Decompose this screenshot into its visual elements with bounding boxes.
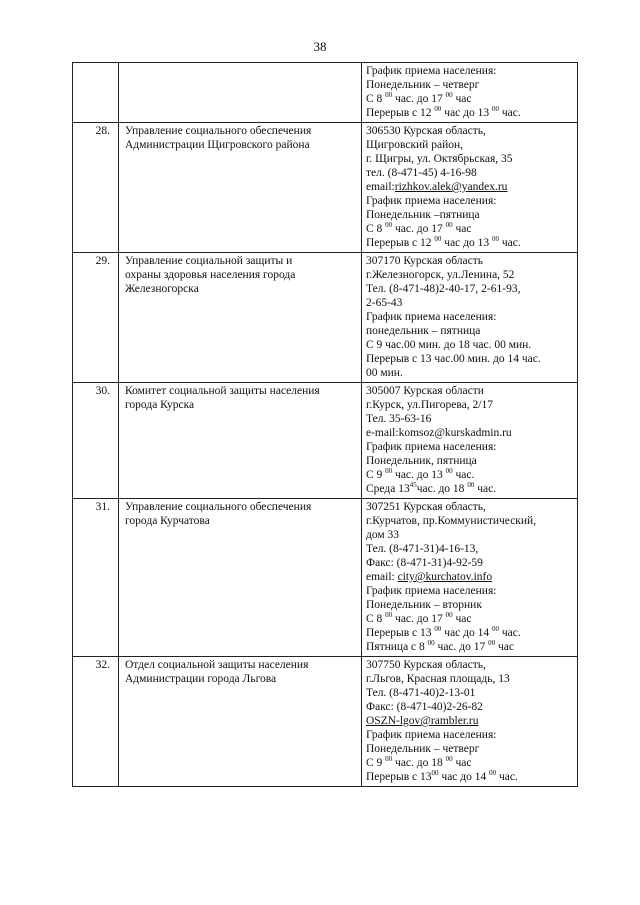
- text-segment: Тел. (8-471-31)4-16-13,: [366, 543, 479, 555]
- organization-name-line: Отдел социальной защиты населения: [125, 659, 309, 671]
- contact-info-line: [366, 714, 573, 728]
- text-segment: e-mail:komsoz@kurskadmin.ru: [366, 427, 512, 439]
- contact-info-line: [366, 584, 573, 598]
- text-segment: час до 14: [441, 627, 492, 639]
- text-segment: С 9: [366, 757, 386, 769]
- contact-info-line: [366, 310, 573, 324]
- superscript-minutes: 00: [492, 235, 499, 243]
- text-segment: г.Курчатов, пр.Коммунистический,: [366, 515, 537, 527]
- contact-info-line: [366, 528, 573, 542]
- text-segment: Пятница с 8: [366, 641, 428, 653]
- contact-info-line: [366, 222, 573, 236]
- superscript-minutes: 00: [385, 91, 393, 99]
- text-segment: час до 13: [441, 237, 492, 249]
- text-segment: Перерыв с 13: [366, 627, 435, 639]
- contact-info-line: [366, 700, 573, 714]
- text-segment: Понедельник, пятница: [366, 455, 477, 467]
- text-segment: г.Льгов, Красная площадь, 13: [366, 673, 510, 685]
- organization-name: [119, 657, 362, 787]
- contact-info-line: [366, 770, 573, 784]
- text-segment: С 9 час.00 мин. до 18 час. 00 мин.: [366, 339, 532, 351]
- contact-info: [362, 253, 578, 383]
- contact-info-line: [366, 64, 573, 78]
- contact-info-line: [366, 92, 573, 106]
- contact-info-line: [366, 152, 573, 166]
- text-segment: час.: [452, 469, 475, 481]
- superscript-minutes: 00: [427, 639, 435, 647]
- contact-info-line: [366, 338, 573, 352]
- superscript-minutes: 00: [434, 235, 442, 243]
- table-row: [73, 383, 578, 499]
- superscript-minutes: 00: [434, 625, 442, 633]
- contact-info-line: [366, 756, 573, 770]
- text-segment: г. Щигры, ул. Октябрьская, 35: [366, 153, 513, 165]
- contact-info-line: [366, 106, 573, 120]
- text-segment: email:: [366, 181, 395, 193]
- organization-name: [119, 499, 362, 657]
- email-link[interactable]: OSZN-lgov@rambler.ru: [366, 715, 479, 727]
- text-segment: час до 14: [438, 771, 490, 783]
- text-segment: График приема населения:: [366, 195, 497, 207]
- organization-name-line: Железногорска: [125, 283, 199, 295]
- text-segment: С 8: [366, 613, 386, 625]
- contact-info-line: [366, 728, 573, 742]
- organization-name-line: города Курчатова: [125, 515, 210, 527]
- organization-name-line: охраны здоровья населения города: [125, 269, 296, 281]
- superscript-minutes: 00: [385, 755, 393, 763]
- contact-info-line: [366, 194, 573, 208]
- superscript-minutes: 00: [488, 639, 496, 647]
- contact-info-line: [366, 500, 573, 514]
- contact-info-line: [366, 412, 573, 426]
- superscript-minutes: 45: [409, 481, 417, 489]
- text-segment: Тел. 35-63-16: [366, 413, 432, 425]
- superscript-minutes: 00: [445, 91, 453, 99]
- contact-info-line: [366, 640, 573, 654]
- superscript-minutes: 00: [434, 105, 442, 113]
- text-segment: тел. (8-471-45) 4-16-98: [366, 167, 477, 179]
- text-segment: Факс: (8-471-31)4-92-59: [366, 557, 483, 569]
- table-body: [73, 63, 578, 787]
- text-segment: email:: [366, 571, 398, 583]
- superscript-minutes: 00: [385, 221, 393, 229]
- contact-info-line: [366, 482, 573, 496]
- row-number: 29.: [73, 253, 119, 383]
- organization-name: [119, 253, 362, 383]
- row-number: 28.: [73, 123, 119, 253]
- text-segment: Щигровский район,: [366, 139, 463, 151]
- contact-info-line: [366, 440, 573, 454]
- organization-name-line: Администрации Щигровского района: [125, 139, 310, 151]
- superscript-minutes: 00: [492, 625, 499, 633]
- text-segment: час.: [499, 627, 521, 639]
- table-row: [73, 123, 578, 253]
- contact-info-line: [366, 672, 573, 686]
- text-segment: час.: [499, 237, 521, 249]
- text-segment: Перерыв с 13: [366, 771, 432, 783]
- superscript-minutes: 00: [385, 611, 393, 619]
- text-segment: Тел. (8-471-48)2-40-17, 2-61-93,: [366, 283, 521, 295]
- text-segment: час: [452, 757, 472, 769]
- text-segment: Среда 13: [366, 483, 410, 495]
- social-services-table: [72, 62, 578, 787]
- contact-info-line: [366, 556, 573, 570]
- table-row: [73, 657, 578, 787]
- contact-info: [362, 657, 578, 787]
- text-segment: С 8: [366, 93, 386, 105]
- contact-info-line: [366, 352, 573, 366]
- text-segment: Перерыв с 12: [366, 237, 435, 249]
- text-segment: дом 33: [366, 529, 400, 541]
- contact-info-line: [366, 296, 573, 310]
- text-segment: 307251 Курская область,: [366, 501, 486, 513]
- contact-info-line: [366, 254, 573, 268]
- superscript-minutes: 00: [445, 467, 453, 475]
- organization-name: [119, 63, 362, 123]
- contact-info-line: [366, 384, 573, 398]
- text-segment: Факс: (8-471-40)2-26-82: [366, 701, 483, 713]
- contact-info-line: [366, 138, 573, 152]
- contact-info-line: [366, 570, 573, 584]
- contact-info-line: [366, 468, 573, 482]
- contact-info-line: [366, 268, 573, 282]
- text-segment: Понедельник – четверг: [366, 79, 480, 91]
- email-link[interactable]: city@kurchatov.info: [397, 571, 493, 583]
- contact-info-line: [366, 180, 573, 194]
- contact-info-line: [366, 454, 573, 468]
- text-segment: График приема населения:: [366, 311, 497, 323]
- text-segment: г.Железногорск, ул.Ленина, 52: [366, 269, 515, 281]
- organization-name-line: Управление социальной защиты и: [125, 255, 293, 267]
- text-segment: Понедельник – четверг: [366, 743, 480, 755]
- contact-info-line: [366, 166, 573, 180]
- text-segment: час: [495, 641, 515, 653]
- text-segment: час. до 18: [392, 757, 446, 769]
- organization-name-line: Комитет социальной защиты населения: [125, 385, 320, 397]
- contact-info: [362, 123, 578, 253]
- text-segment: График приема населения:: [366, 65, 497, 77]
- text-segment: График приема населения:: [366, 729, 497, 741]
- contact-info-line: [366, 742, 573, 756]
- contact-info-line: [366, 542, 573, 556]
- table-row: [73, 63, 578, 123]
- text-segment: час.: [496, 771, 518, 783]
- text-segment: 2-65-43: [366, 297, 403, 309]
- contact-info: [362, 63, 578, 123]
- text-segment: С 9: [366, 469, 386, 481]
- organization-name-line: города Курска: [125, 399, 195, 411]
- text-segment: час. до 17: [392, 93, 446, 105]
- text-segment: Понедельник –пятница: [366, 209, 480, 221]
- row-number: [73, 63, 119, 123]
- text-segment: 307170 Курская область: [366, 255, 483, 267]
- row-number: 31.: [73, 499, 119, 657]
- organization-name-line: Администрации города Льгова: [125, 673, 277, 685]
- text-segment: час. до 13: [392, 469, 446, 481]
- text-segment: час: [452, 613, 472, 625]
- superscript-minutes: 00: [445, 611, 453, 619]
- contact-info-line: [366, 282, 573, 296]
- contact-info-line: [366, 514, 573, 528]
- contact-info-line: [366, 324, 573, 338]
- text-segment: час. до 18: [416, 483, 468, 495]
- row-number: 32.: [73, 657, 119, 787]
- contact-info-line: [366, 78, 573, 92]
- text-segment: 00 мин.: [366, 367, 403, 379]
- text-segment: г.Курск, ул.Пигорева, 2/17: [366, 399, 493, 411]
- text-segment: час. до 17: [434, 641, 489, 653]
- contact-info: [362, 383, 578, 499]
- organization-name: [119, 383, 362, 499]
- text-segment: Понедельник – вторник: [366, 599, 482, 611]
- superscript-minutes: 00: [445, 221, 453, 229]
- superscript-minutes: 00: [492, 105, 499, 113]
- superscript-minutes: 00: [431, 769, 439, 777]
- contact-info-line: [366, 398, 573, 412]
- text-segment: час: [452, 223, 472, 235]
- text-segment: час.: [499, 107, 521, 119]
- superscript-minutes: 00: [467, 481, 475, 489]
- text-segment: 305007 Курская области: [366, 385, 484, 397]
- text-segment: График приема населения:: [366, 441, 497, 453]
- contact-info-line: [366, 236, 573, 250]
- contact-info-line: [366, 626, 573, 640]
- contact-info-line: [366, 366, 573, 380]
- organization-name: [119, 123, 362, 253]
- text-segment: Перерыв с 12: [366, 107, 435, 119]
- text-segment: час. до 17: [392, 613, 446, 625]
- superscript-minutes: 00: [445, 755, 453, 763]
- text-segment: 306530 Курская область,: [366, 125, 486, 137]
- contact-info-line: [366, 124, 573, 138]
- contact-info: [362, 499, 578, 657]
- superscript-minutes: 00: [489, 769, 497, 777]
- text-segment: час до 13: [441, 107, 492, 119]
- table-row: [73, 253, 578, 383]
- contact-info-line: [366, 686, 573, 700]
- text-segment: час.: [474, 483, 497, 495]
- organization-name-line: Управление социального обеспечения: [125, 501, 312, 513]
- text-segment: Перерыв с 13 час.00 мин. до 14 час.: [366, 353, 541, 365]
- text-segment: час: [452, 93, 472, 105]
- contact-info-line: [366, 658, 573, 672]
- contact-info-line: [366, 612, 573, 626]
- text-segment: понедельник – пятница: [366, 325, 481, 337]
- text-segment: График приема населения:: [366, 585, 497, 597]
- text-segment: 307750 Курская область,: [366, 659, 486, 671]
- page-number: 38: [313, 39, 327, 54]
- text-segment: Тел. (8-471-40)2-13-01: [366, 687, 476, 699]
- organization-name-line: Управление социального обеспечения: [125, 125, 312, 137]
- contact-info-line: [366, 426, 573, 440]
- text-segment: С 8: [366, 223, 386, 235]
- contact-info-line: [366, 598, 573, 612]
- superscript-minutes: 00: [385, 467, 393, 475]
- text-segment: час. до 17: [392, 223, 446, 235]
- table-row: [73, 499, 578, 657]
- email-link[interactable]: rizhkov.alek@yandex.ru: [394, 181, 508, 193]
- contact-info-line: [366, 208, 573, 222]
- row-number: 30.: [73, 383, 119, 499]
